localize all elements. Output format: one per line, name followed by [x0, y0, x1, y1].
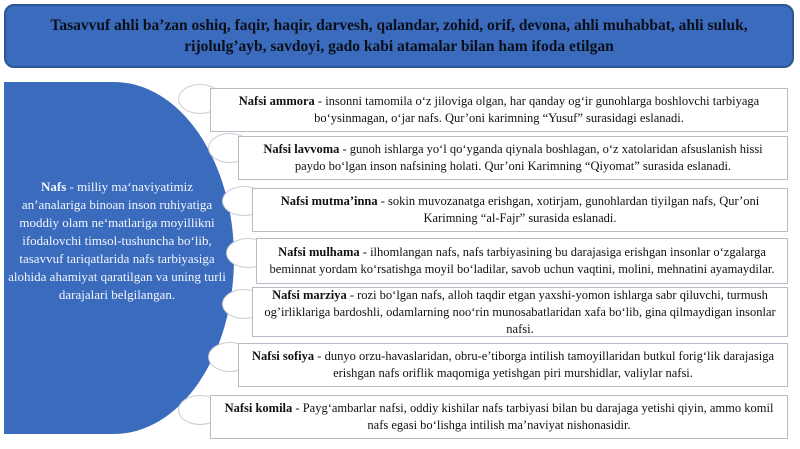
level-text: - insonni tamomila o‘z jiloviga olgan, har qanday og‘ir gunohlarga boshlovchi tarbiyaga bo‘ysinmagan, o‘jar nafs. Qur’oni karimning “Yusuf” surasidagi eslanadi. [314, 94, 760, 125]
level-term: Nafsi lavvoma [263, 142, 340, 156]
definition-term: Nafs [41, 179, 67, 194]
definition-text-block [8, 178, 226, 304]
level-item-mulhama [256, 238, 788, 284]
level-term: Nafsi sofiya [252, 349, 315, 363]
level-term: Nafsi mulhama [278, 245, 360, 259]
level-item-ammora [210, 88, 788, 132]
level-item-sofiya [238, 343, 788, 387]
level-item-lavvoma [238, 136, 788, 180]
level-text: - Payg‘ambarlar nafsi, oddiy kishilar nafs tarbiyasi bilan bu darajaga yetishi qiyin, ammo komil nafs egasi bo‘lishga intilish ma’naviyat nishonasidir. [292, 401, 774, 432]
banner-title: Tasavvuf ahli ba’zan oshiq, faqir, haqir, darvesh, qalandar, zohid, orif, devona, ahli muhabbat, ahli suluk, rijolulg’ayb, savdoyi, gado kabi atamalar bilan ham ifoda etilgan [50, 17, 748, 55]
level-text: - ilhomlangan nafs, nafs tarbiyasining bu darajasiga erishgan insonlar o‘zgalarga beminnat yordam ko‘rsatishga moyil bo‘ladilar, savob uchun vaqtini, molini, mehnatini ayamaydilar. [269, 245, 775, 276]
level-text: - sokin muvozanatga erishgan, xotirjam, gunohlardan tiyilgan nafs, Qur’oni Karimning “al-Fajr” surasida eslanadi. [377, 194, 760, 225]
level-text: - gunoh ishlarga yo‘l qo‘yganda qiynala boshlagan, o‘z xatolaridan afsuslanish hissi paydo bo‘lgan inson nafsining holati. Qur’oni Karimning “Qiyomat” surasida eslanadi. [294, 142, 763, 173]
level-term: Nafsi komila [224, 401, 293, 415]
level-term: Nafsi mutma’inna [280, 194, 378, 208]
definition-body: - milliy ma‘naviyatimiz an’analariga binoan inson ruhiyatiga moddiy olam ne‘matlariga moyillikni ifodalovchi timsol-tushuncha bo‘lib, tasavvuf tariqatlarida nafs tarbiyasiga alohida ahamiyat qaratilgan va uning turli darajalari belgilangan. [8, 179, 226, 302]
level-item-komila [210, 395, 788, 439]
level-item-marziya [252, 287, 788, 337]
level-text: - rozi bo‘lgan nafs, alloh taqdir etgan yaxshi-yomon ishlarga sabr qiluvchi, turmush og’irliklariga bardoshli, odamlarning noo‘rin munosabatlaridan xafa bo‘lib, gina qilmaydigan insonlar nafsi. [264, 287, 776, 336]
title-banner [4, 4, 794, 68]
level-text: - dunyo orzu-havaslaridan, obru-e’tiborga intilish tamoyillaridan butkul forig‘lik darajasiga erishgan nafs oriflik maqomiga yetishgan piri murshidlar, valiylar nafsi. [314, 349, 774, 380]
level-term: Nafsi ammora [238, 94, 315, 108]
level-term: Nafsi marziya [272, 287, 347, 302]
level-item-mutmainna [252, 188, 788, 232]
